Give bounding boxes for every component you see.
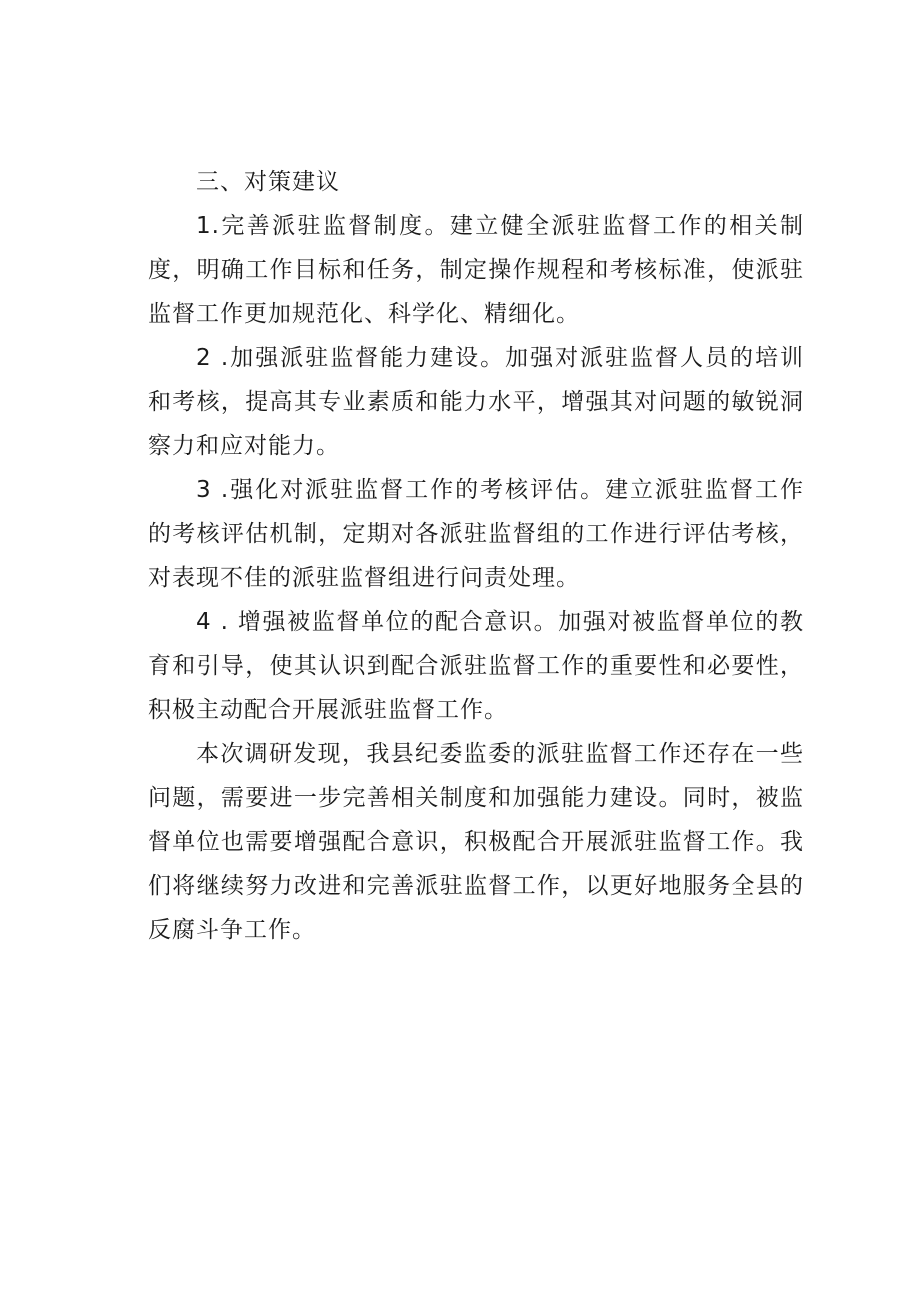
paragraph-conclusion: 本次调研发现，我县纪委监委的派驻监督工作还存在一些问题，需要进一步完善相关制度和加强能力建设。同时，被监督单位也需要增强配合意识，积极配合开展派驻监督工作。我们将继续努力改进和完善派驻监督工作，以更好地服务全县的反腐斗争工作。: [148, 741, 804, 943]
paragraph-recommendation-1: 1.完善派驻监督制度。建立健全派驻监督工作的相关制度，明确工作目标和任务，制定操作规程和考核标准，使派驻监督工作更加规范化、科学化、精细化。: [148, 213, 804, 327]
paragraph-recommendation-3: 3 .强化对派驻监督工作的考核评估。建立派驻监督工作的考核评估机制，定期对各派驻监督组的工作进行评估考核，对表现不佳的派驻监督组进行问责处理。: [148, 477, 804, 591]
document-body: [148, 160, 804, 952]
paragraph-recommendation-4: 4 . 增强被监督单位的配合意识。加强对被监督单位的教育和引导，使其认识到配合派驻监督工作的重要性和必要性，积极主动配合开展派驻监督工作。: [148, 609, 804, 723]
paragraph-recommendation-2: 2 .加强派驻监督能力建设。加强对派驻监督人员的培训和考核，提高其专业素质和能力水平，增强其对问题的敏锐洞察力和应对能力。: [148, 345, 804, 459]
section-heading: 三、对策建议: [196, 169, 340, 195]
